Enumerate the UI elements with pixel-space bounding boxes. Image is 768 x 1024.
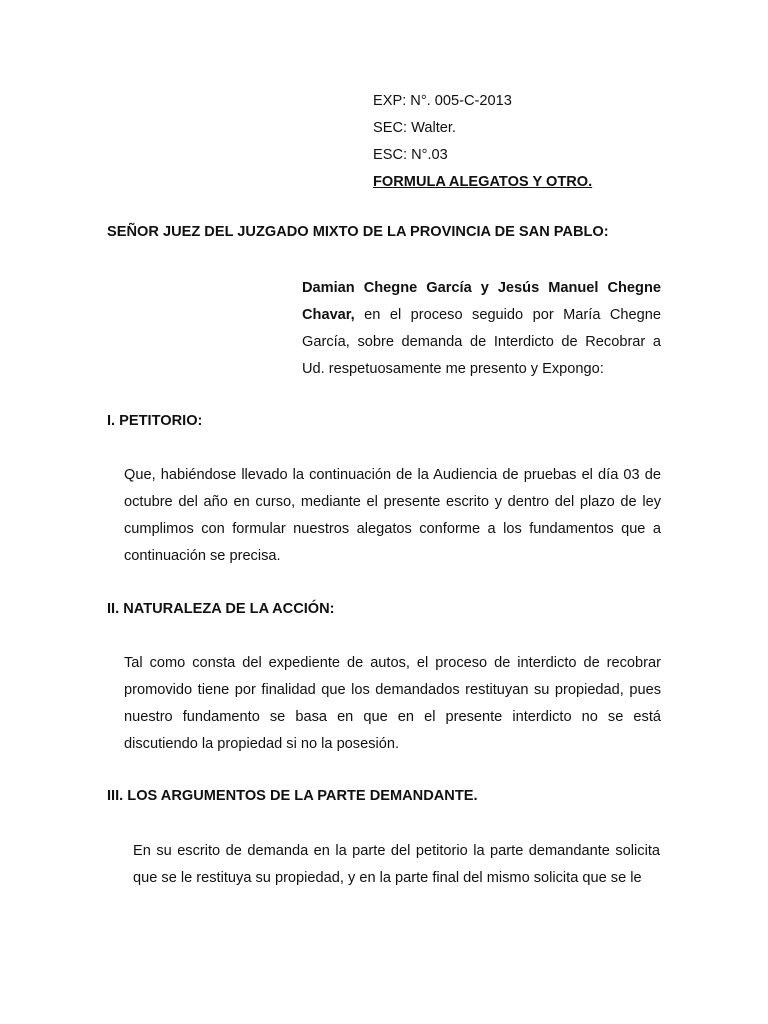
section-body-argumentos: En su escrito de demanda en la parte del petitorio la parte demandante solicita que se le restituya su propiedad, y en la parte final del mismo solicita que se le bbox=[133, 843, 660, 886]
section-heading-argumentos: III. LOS ARGUMENTOS DE LA PARTE DEMANDANTE. bbox=[107, 788, 478, 804]
secretary: SEC: Walter. bbox=[373, 120, 456, 136]
parties-text: en el proceso seguido por María Chegne García, sobre demanda de Interdicto de Recobrar a Ud. respetuosamente me presento y Expongo: bbox=[302, 307, 661, 377]
writ-number: ESC: N°.03 bbox=[373, 147, 448, 163]
parties-paragraph bbox=[302, 275, 661, 383]
addressee: SEÑOR JUEZ DEL JUZGADO MIXTO DE LA PROVINCIA DE SAN PABLO: bbox=[107, 224, 609, 240]
section-body-naturaleza: Tal como consta del expediente de autos, el proceso de interdicto de recobrar promovido tiene por finalidad que los demandados restituyan su propiedad, pues nuestro fundamento se basa en que en el presente interdicto no se está discutiendo la propiedad si no la posesión. bbox=[124, 655, 661, 752]
section-heading-naturaleza: II. NATURALEZA DE LA ACCIÓN: bbox=[107, 601, 335, 617]
section-body-petitorio: Que, habiéndose llevado la continuación de la Audiencia de pruebas el día 03 de octubre del año en curso, mediante el presente escrito y dentro del plazo de ley cumplimos con formular nuestros alegatos conforme a los fundamentos que a continuación se precisa. bbox=[124, 467, 661, 564]
section-heading-petitorio: I. PETITORIO: bbox=[107, 413, 203, 429]
document-title: FORMULA ALEGATOS Y OTRO. bbox=[373, 174, 593, 190]
party-names: Damian Chegne García y Jesús Manuel Chegne Chavar, bbox=[302, 280, 661, 323]
case-header bbox=[373, 88, 592, 196]
case-number: EXP: N°. 005-C-2013 bbox=[373, 93, 512, 109]
